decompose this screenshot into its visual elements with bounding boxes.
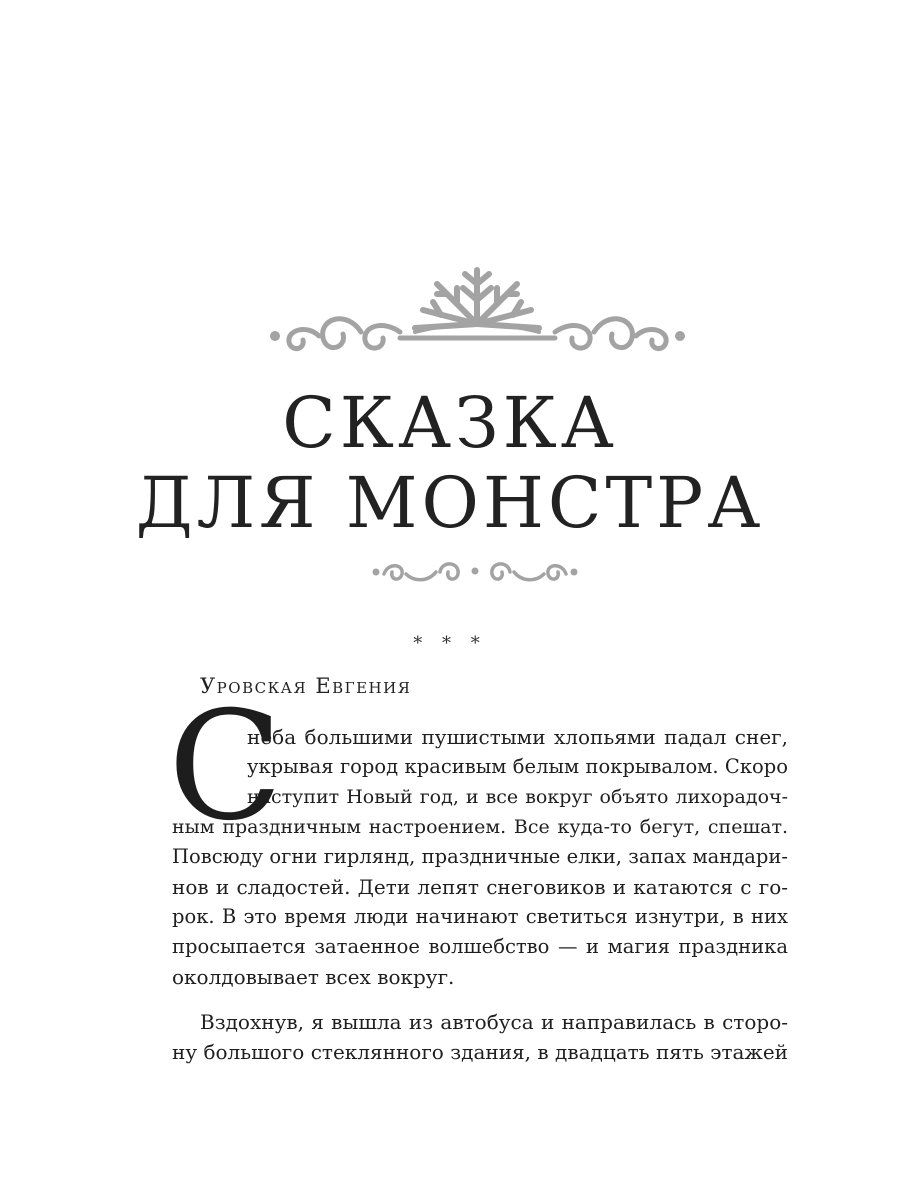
paragraph-line: неба большими пушистыми хлопьями падал снег, xyxy=(247,725,788,749)
asterism-divider: * * * xyxy=(413,633,487,654)
title-line-2: ДЛЯ МОНСТРА xyxy=(135,462,765,544)
paragraph-line: ну большого стеклянного здания, в двадцать пять этажей xyxy=(172,1040,788,1064)
paragraph-line: наступит Новый год, и все вокруг объято лихорадоч- xyxy=(247,786,788,808)
paragraph-line: укрывая город красивым белым покрывалом. Скоро xyxy=(247,755,788,778)
snowflake-ornament xyxy=(265,262,690,362)
paragraph-line: Вздохнув, я вышла из автобуса и направилась в сторо- xyxy=(200,1010,788,1034)
paragraph-line: околдовывает всех вокруг. xyxy=(172,965,455,989)
snowflake-icon xyxy=(415,270,539,328)
paragraph-line: просыпается затаенное волшебство — и магия праздника xyxy=(172,935,788,958)
paragraph-line: ным праздничным настроением. Все куда-то бегут, спешат. xyxy=(172,816,788,838)
drop-cap: С xyxy=(168,680,283,854)
paragraph-line: Повсюду огни гирлянд, праздничные елки, запах мандари- xyxy=(172,845,788,868)
author-name: Уровская Евгения xyxy=(200,674,412,698)
paragraph-line: рок. В это время люди начинают светиться изнутри, в них xyxy=(172,905,788,928)
divider-ornament xyxy=(370,554,580,588)
paragraph-line: нов и сладостей. Дети лепят снеговиков и катаются с го- xyxy=(172,875,788,899)
title-line-1: СКАЗКА xyxy=(282,382,618,464)
